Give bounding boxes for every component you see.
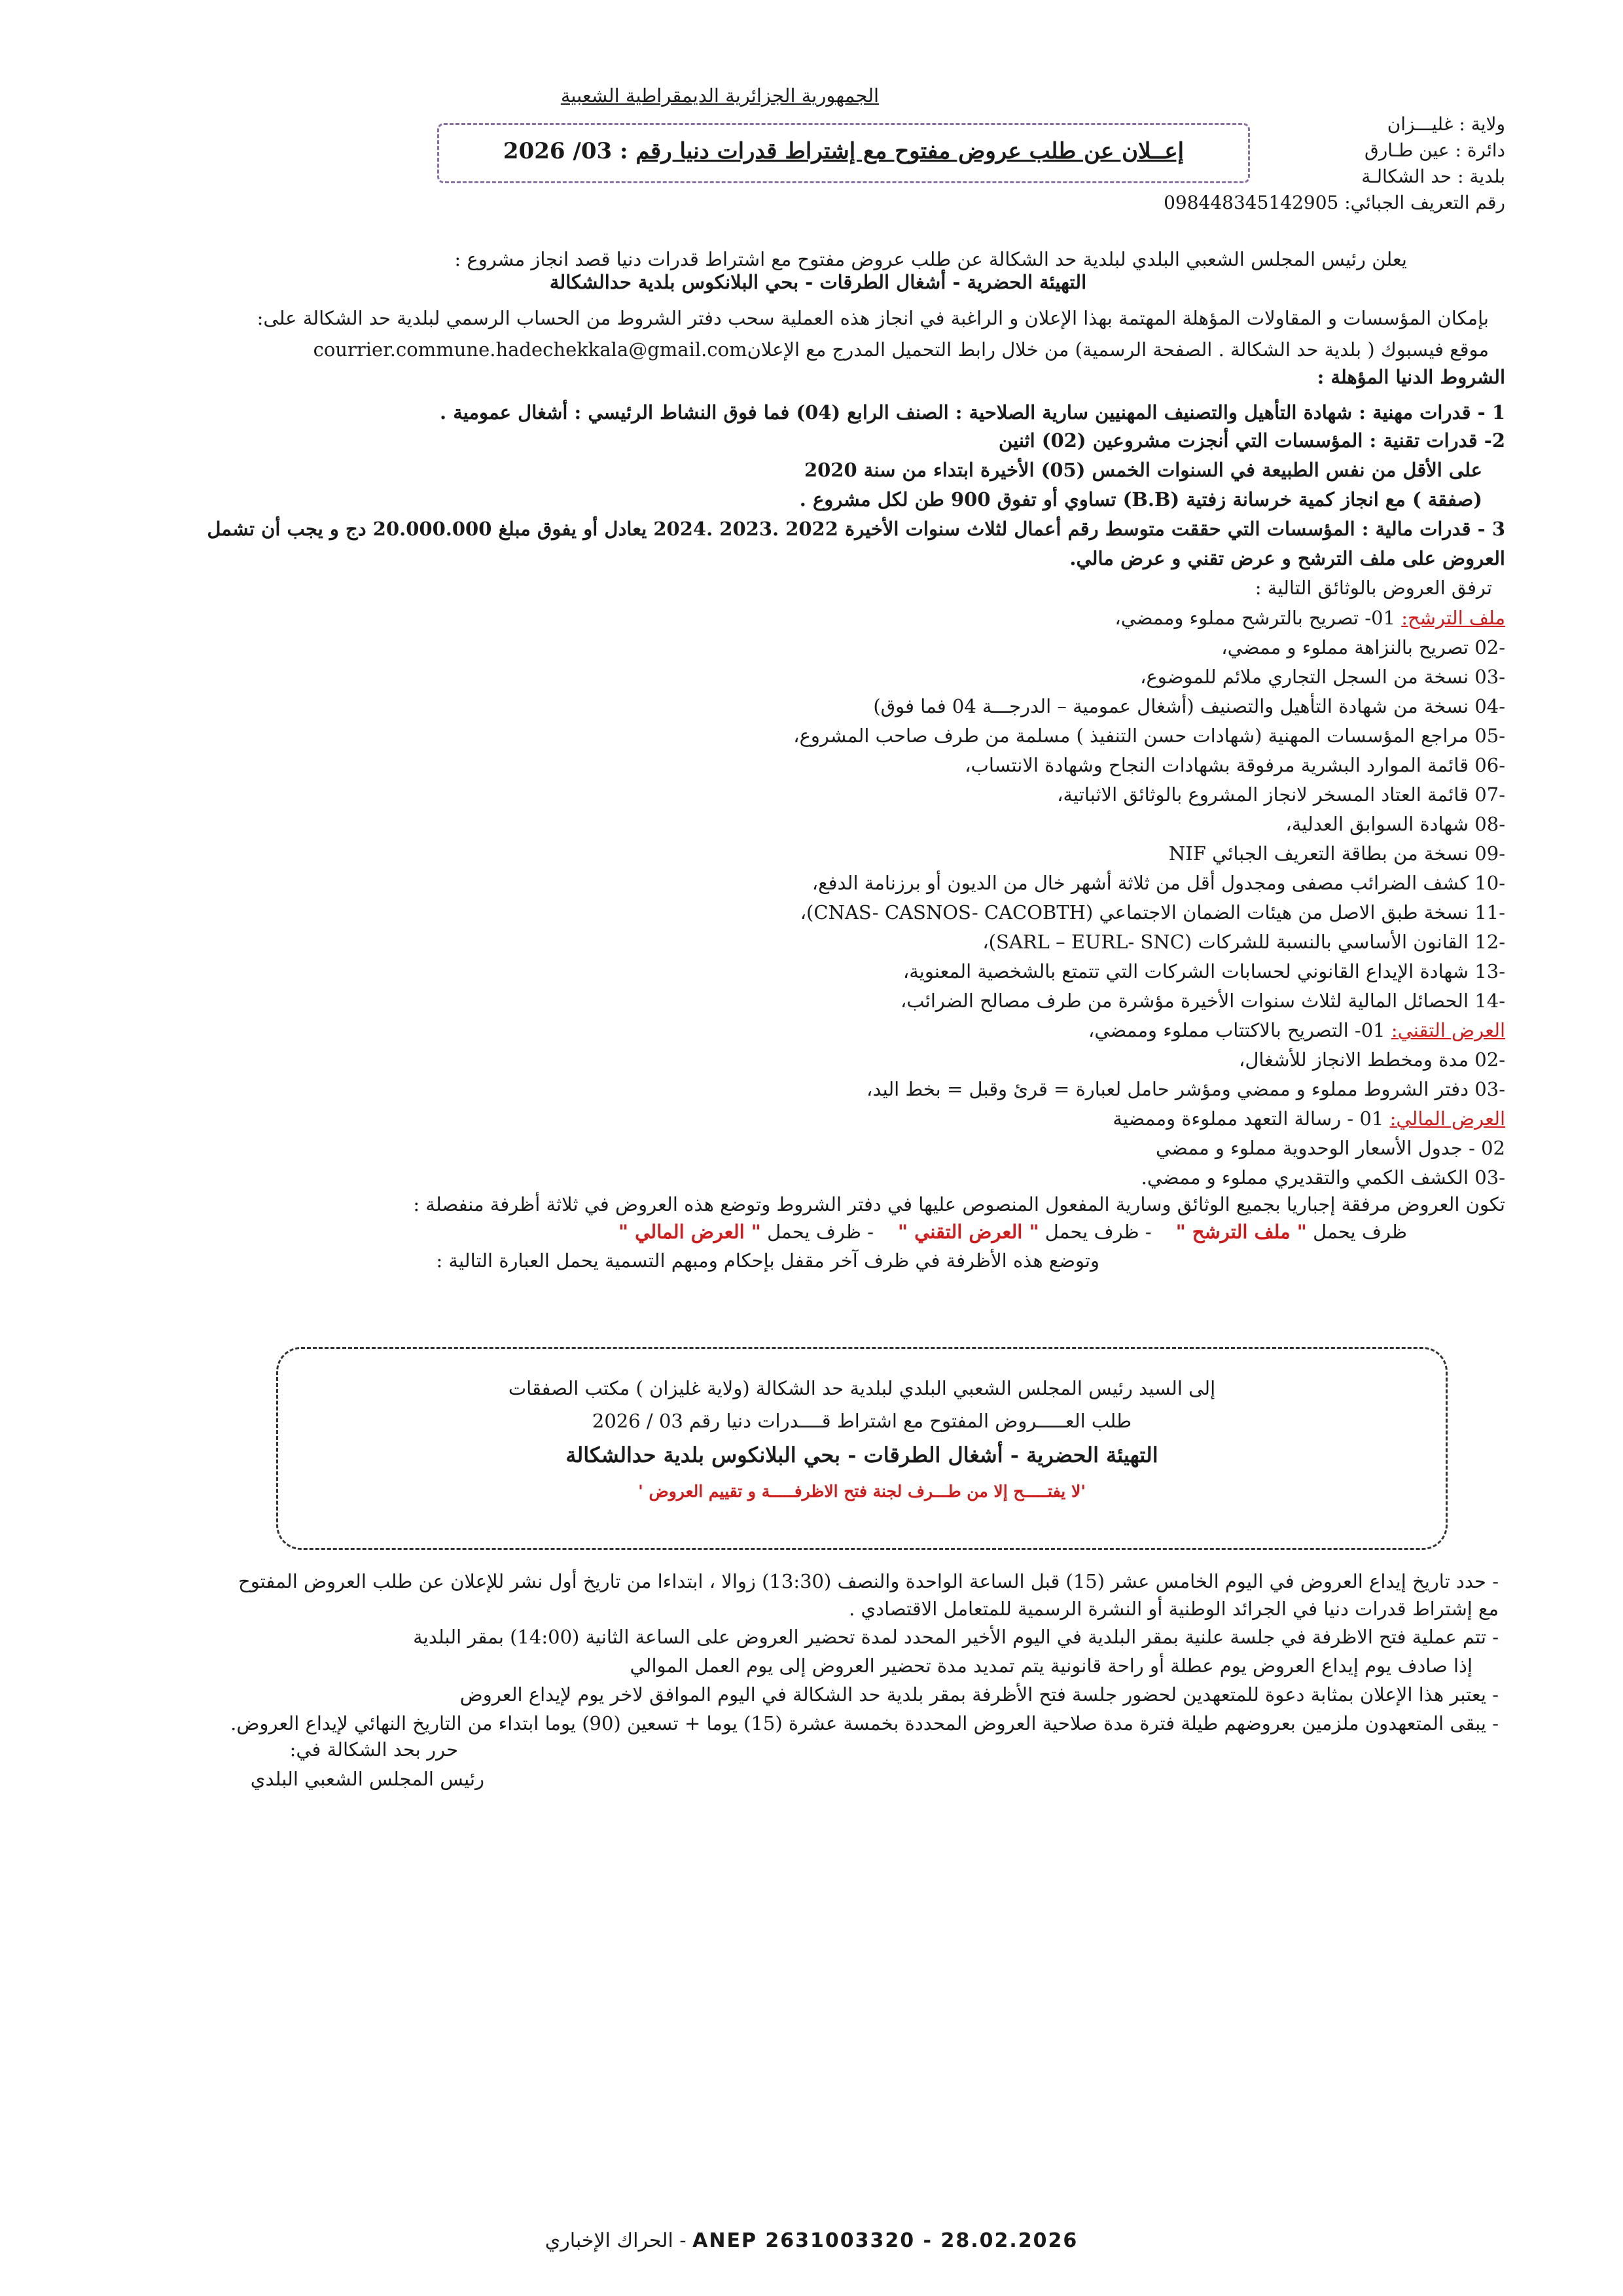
envelope-3-label: " العرض المالي ": [618, 1221, 761, 1243]
republic-heading: الجمهورية الجزائرية الديمقراطية الشعبية: [560, 84, 880, 107]
condition-technical: 2- قدرات تقنية : المؤسسات التي أنجزت مشروعين (02) اثنين: [999, 429, 1505, 452]
candidature-item: -11 نسخة طبق الاصل من هيئات الضمان الاجتماعي (CNAS- CASNOS- CACOBTH)،: [800, 901, 1505, 924]
invitation-line: - يعتبر هذا الإعلان بمثابة دعوة للمتعهدين لحضور جلسة فتح الأظرفة بمقر بلدية حد الشكالة في اليوم الموافق لاخر يوم لإيداع العروض: [459, 1683, 1499, 1706]
footer-source: الحراك الإخباري: [544, 2229, 673, 2252]
condition-financial-offers: العروض على ملف الترشح و عرض تقني و عرض مالي.: [1069, 547, 1505, 569]
candidature-item-text: 01- تصريح بالترشح مملوء وممضي،: [1115, 607, 1395, 629]
candidature-item: -03 نسخة من السجل التجاري ملائم للموضوع،: [1140, 666, 1505, 688]
condition-professional: 1 - قدرات مهنية : شهادة التأهيل والتصنيف المهنيين سارية الصلاحية : الصنف الرابع (04) فما فوق النشاط الرئيسي : أشغال عمومية .: [440, 401, 1505, 423]
download-line: موقع فيسبوك ( بلدية حد الشكالة . الصفحة الرسمية) من خلال رابط التحميل المدرج مع الإعلانcourrier.commune.hadechekkala@gmail.com: [313, 338, 1489, 361]
envelope-2-label: " العرض التقني ": [897, 1221, 1039, 1243]
envelope-2-prefix: - ظرف يحمل: [1044, 1221, 1152, 1243]
candidature-item: -07 قائمة العتاد المسخر لانجاز المشروع بالوثائق الاثباتية،: [1057, 783, 1505, 806]
financial-label: العرض المالي:: [1389, 1107, 1505, 1130]
envelope-outer-line: وتوضع هذه الأظرفة في ظرف آخر مقفل بإحكام ومبهم التسمية يحمل العبارة التالية :: [436, 1249, 1099, 1272]
envelope-addressee: إلى السيد رئيس المجلس الشعبي البلدي لبلدية حد الشكالة (ولاية غليزان ) مكتب الصفقات: [508, 1377, 1216, 1399]
deadline-line: - حدد تاريخ إيداع العروض في اليوم الخامس عشر (15) قبل الساعة الواحدة والنصف (13:30) زوالا ، ابتداءا من تاريخ أول نشر للإعلان عن طلب العروض المفتوح: [238, 1570, 1499, 1592]
deadline-line-cont: مع إشتراط قدرات دنيا في الجرائد الوطنية أو النشرة الرسمية للمتعامل الاقتصادي .: [849, 1598, 1499, 1620]
wilaya-line: ولاية : غليـــزان: [1387, 113, 1505, 135]
announcement-title-box: [437, 123, 1250, 183]
announcement-title: [439, 137, 1248, 166]
envelopes-list: [618, 1220, 1407, 1245]
opening-line-cont: إذا صادف يوم إيداع العروض يوم عطلة أو راحة قانونية يتم تمديد مدة تحضير العروض إلى يوم العمل الموالي: [630, 1655, 1472, 1677]
signature-title: رئيس المجلس الشعبي البلدي: [250, 1768, 484, 1790]
documents-intro: ترفق العروض بالوثائق التالية :: [1255, 577, 1492, 599]
opening-line: - تتم عملية فتح الاظرفة في جلسة علنية بمقر البلدية في اليوم الأخير المحدد لمدة تحضير العروض على الساعة الثانية (14:00) بمقر البلدية: [413, 1626, 1499, 1648]
envelope-tender-ref: طلب العـــــروض المفتوح مع اشتراط قــــدرات دنيا رقم 03 / 2026: [592, 1410, 1132, 1432]
anep-reference: ANEP 2631003320 - 28.02.2026: [692, 2229, 1079, 2252]
candidature-item: -08 شهادة السوابق العدلية،: [1285, 813, 1505, 835]
intro-line: يعلن رئيس المجلس الشعبي البلدي لبلدية حد الشكالة عن طلب عروض مفتوح مع اشتراط قدرات دنيا قصد انجاز مشروع :: [454, 248, 1407, 270]
envelopes-intro: تكون العروض مرفقة إجباريا بجميع الوثائق وسارية المفعول المنصوص عليها في دفتر الشروط وتوضع هذه العروض في ثلاثة أظرفة منفصلة :: [413, 1193, 1505, 1215]
condition-technical-quantity: (صفقة ) مع انجاز كمية خرسانة زفتية (B.B) تساوي أو تفوق 900 طن لكل مشروع .: [799, 488, 1482, 511]
announcement-number: : 03/ 2026: [503, 138, 628, 164]
candidature-label: ملف الترشح:: [1401, 607, 1505, 629]
candidature-item: -09 نسخة من بطاقة التعريف الجبائي NIF: [1168, 842, 1505, 865]
condition-technical-detail: على الأقل من نفس الطبيعة في السنوات الخمس (05) الأخيرة ابتداء من سنة 2020: [804, 459, 1482, 481]
candidature-item: -04 نسخة من شهادة التأهيل والتصنيف (أشغال عمومية – الدرجـــة 04 فما فوق): [873, 695, 1505, 717]
technical-label: العرض التقني:: [1391, 1019, 1505, 1041]
daira-line: دائرة : عين طـارق: [1364, 139, 1505, 161]
candidature-item: -05 مراجع المؤسسات المهنية (شهادات حسن التنفيذ ) مسلمة من طرف صاحب المشروع،: [793, 725, 1505, 747]
validity-line: - يبقى المتعهدون ملزمين بعروضهم طيلة فترة مدة صلاحية العروض المحددة بخمسة عشرة (15) يوما + تسعين (90) يوما ابتداء من التاريخ النهائي لإيداع العروض.: [230, 1712, 1499, 1734]
candidature-item: -10 كشف الضرائب مصفى ومجدول أقل من ثلاثة أشهر خال من الديون أو برزنامة الدفع،: [812, 872, 1505, 894]
commune-line: بلدية : حد الشكالـة: [1361, 166, 1505, 187]
candidature-item: -14 الحصائل المالية لثلاث سنوات الأخيرة مؤشرة من طرف مصالح الضرائب،: [900, 990, 1505, 1012]
nif-line: رقم التعريف الجبائي: 098448345142905: [1164, 192, 1505, 213]
envelope-1-label: " ملف الترشح ": [1175, 1221, 1307, 1243]
candidature-item: -12 القانون الأساسي بالنسبة للشركات (SARL – EURL- SNC)،: [982, 931, 1505, 953]
envelope-1-prefix: ظرف يحمل: [1313, 1221, 1407, 1243]
financial-item: -03 الكشف الكمي والتقديري مملوء و ممضي.: [1141, 1166, 1505, 1189]
candidature-item: -02 تصريح بالنزاهة مملوء و ممضي،: [1221, 636, 1505, 658]
financial-item-1: [1113, 1107, 1505, 1132]
technical-item: -03 دفتر الشروط مملوء و ممضي ومؤشر حامل لعبارة = قرئ وقبل = بخط اليد،: [866, 1078, 1505, 1100]
candidature-item: -13 شهادة الإيداع القانوني لحسابات الشركات التي تتمتع بالشخصية المعنوية،: [902, 960, 1505, 982]
footer: ANEP 2631003320 - 28.02.2026 - الحراك الإخباري: [544, 2229, 1079, 2252]
envelope-warning: 'لا يفتـــــح إلا من طـــرف لجنة فتح الاظرفـــــة و تقييم العروض ': [638, 1482, 1086, 1501]
conditions-heading: الشروط الدنيا المؤهلة :: [1317, 366, 1505, 388]
technical-item: -02 مدة ومخطط الانجاز للأشغال،: [1238, 1049, 1505, 1071]
envelope-3-prefix: - ظرف يحمل: [767, 1221, 874, 1243]
candidature-item-1: [1115, 606, 1505, 631]
envelope-label-box: [276, 1347, 1448, 1550]
signature-place: حرر بحد الشكالة في:: [289, 1738, 458, 1761]
financial-item-text: 01 - رسالة التعهد مملوءة وممضية: [1113, 1107, 1384, 1130]
withdrawal-line: بإمكان المؤسسات و المقاولات المؤهلة المهتمة بهذا الإعلان و الراغبة في انجاز هذه العملية سحب دفتر الشروط من الحساب الرسمي لبلدية حد الشكالة على:: [257, 307, 1489, 329]
technical-item-text: 01- التصريح بالاكتتاب مملوء وممضي،: [1088, 1019, 1385, 1041]
announcement-title-main: إعــلان عن طلب عروض مفتوح مع إشتراط قدرات دنيا رقم: [635, 138, 1185, 164]
condition-financial: 3 - قدرات مالية : المؤسسات التي حققت متوسط رقم أعمال لثلاث سنوات الأخيرة 2022 .2023 .2024 يعادل أو يفوق مبلغ 20.000.000 دج و يجب أن تشمل: [207, 518, 1505, 540]
financial-item: 02 - جدول الأسعار الوحدوية مملوء و ممضي: [1156, 1137, 1505, 1159]
envelope-project: التهيئة الحضرية - أشغال الطرقات - بحي البلانكوس بلدية حدالشكالة: [565, 1443, 1158, 1467]
project-title: التهيئة الحضرية - أشغال الطرقات - بحي البلانكوس بلدية حدالشكالة: [549, 271, 1087, 293]
candidature-item: -06 قائمة الموارد البشرية مرفوقة بشهادات النجاح وشهادة الانتساب،: [965, 754, 1505, 776]
technical-item-1: [1088, 1018, 1505, 1043]
